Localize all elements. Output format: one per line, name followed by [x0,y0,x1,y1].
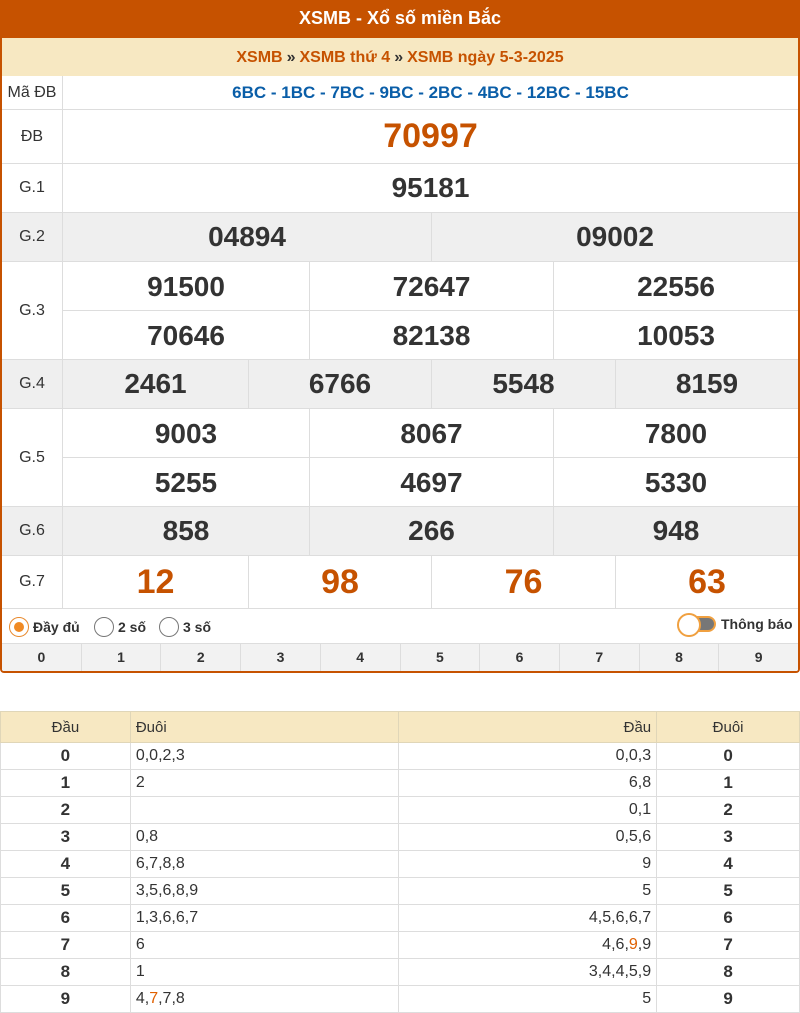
dau-cell: 7 [1,932,131,959]
row-g1 [2,164,798,213]
row-g6 [2,507,798,556]
table-row [1,851,800,878]
duoi-cell: 0,0,2,3 [130,743,399,770]
dau-cell: 9 [1,986,131,1013]
page-title: XSMB - Xổ số miền Bắc [0,0,800,38]
label-db: ĐB [2,110,63,163]
duoi-cell: 4 [657,851,800,878]
table-row [1,959,800,986]
ma-db-value: 6BC - 1BC - 7BC - 9BC - 2BC - 4BC - 12BC - 15BC [232,82,629,102]
row-g2 [2,213,798,262]
dau-cell: 6,8 [399,770,657,797]
prize-g4: 2461 [124,368,187,399]
prize-g3: 91500 [147,270,225,302]
prize-g3: 10053 [553,310,798,360]
prize-g5: 8067 [309,409,553,458]
duoi-cell: 6,7,8,8 [130,851,399,878]
duoi-cell: 1 [657,770,800,797]
radio-full[interactable] [9,617,80,637]
radio-three-digits-label: 3 số [183,619,212,635]
dau-cell: 5 [399,878,657,905]
duoi-cell: 4,7,7,8 [130,986,399,1013]
digit-filter-3[interactable]: 3 [240,644,320,671]
row-ma-db [2,76,798,110]
digit-filter-bar [2,644,798,671]
table-row [1,986,800,1013]
duoi-cell: 8 [657,959,800,986]
dau-cell: 2 [1,797,131,824]
prize-g7: 76 [431,556,615,608]
dau-cell: 0,0,3 [399,743,657,770]
prize-g4: 5548 [431,360,615,408]
table-row [1,743,800,770]
breadcrumb [2,38,798,76]
table-row [1,905,800,932]
duoi-cell: 0 [657,743,800,770]
label-g6: G.6 [2,507,63,555]
label-g7: G.7 [2,556,63,608]
radio-three-digits-circle[interactable] [159,617,179,637]
radio-two-digits-label: 2 số [118,619,147,635]
digit-filter-8[interactable]: 8 [639,644,719,671]
prize-g5: 7800 [553,409,798,458]
table-row [1,932,800,959]
duoi-cell: 9 [657,986,800,1013]
dau-cell: 0 [1,743,131,770]
loto-head-tail-table [0,711,800,1013]
label-g2: G.2 [2,213,63,261]
radio-two-digits[interactable] [94,617,146,637]
duoi-cell: 6 [130,932,399,959]
notify-toggle[interactable] [678,616,793,632]
digit-filter-1[interactable]: 1 [81,644,161,671]
duoi-cell: 1,3,6,6,7 [130,905,399,932]
header-duoi: Đuôi [657,712,800,743]
dau-cell: 5 [1,878,131,905]
dau-cell: 3 [1,824,131,851]
breadcrumb-xsmb-date[interactable]: XSMB ngày 5-3-2025 [407,49,564,66]
prize-g3: 70646 [63,310,309,360]
duoi-cell: 2 [657,797,800,824]
duoi-cell: 2 [130,770,399,797]
row-g5 [2,409,798,507]
prize-g5: 5255 [63,457,309,507]
breadcrumb-separator: » [394,49,404,66]
prize-g6: 948 [553,507,798,555]
radio-full-circle[interactable] [9,617,29,637]
breadcrumb-separator: » [286,49,296,66]
digit-filter-5[interactable]: 5 [400,644,480,671]
prize-g3: 22556 [553,262,798,311]
dau-cell: 4,6,9,9 [399,932,657,959]
display-options [2,609,798,644]
radio-three-digits[interactable] [159,617,211,637]
duoi-cell: 0,8 [130,824,399,851]
row-g7 [2,556,798,609]
prize-g3: 82138 [309,310,553,360]
digit-filter-4[interactable]: 4 [320,644,400,671]
dau-cell: 1 [1,770,131,797]
label-ma-db: Mã ĐB [2,76,63,109]
table-row [1,770,800,797]
prize-db: 70997 [383,117,478,155]
label-g3: G.3 [2,262,63,359]
breadcrumb-xsmb[interactable]: XSMB [236,49,283,66]
duoi-cell: 1 [130,959,399,986]
prize-g5: 4697 [309,457,553,507]
header-dau: Đầu [399,712,657,743]
prize-g2: 09002 [431,213,798,261]
table-row [1,878,800,905]
row-g3 [2,262,798,360]
dau-cell: 8 [1,959,131,986]
prize-g7: 63 [615,556,798,608]
duoi-cell: 7 [657,932,800,959]
duoi-cell [130,797,399,824]
digit-filter-0[interactable]: 0 [37,649,46,665]
digit-filter-7[interactable]: 7 [559,644,639,671]
prize-g4: 6766 [248,360,431,408]
dau-cell: 0,1 [399,797,657,824]
row-db [2,110,798,164]
prize-g6: 266 [309,507,553,555]
prize-g3: 72647 [309,262,553,311]
table-header-row [1,712,800,743]
prize-g2: 04894 [208,221,286,252]
duoi-cell: 3 [657,824,800,851]
duoi-cell: 5 [657,878,800,905]
prize-g4: 8159 [615,360,798,408]
dau-cell: 3,4,4,5,9 [399,959,657,986]
prize-g6: 858 [162,515,210,546]
digit-filter-2[interactable]: 2 [160,644,240,671]
notify-label: Thông báo [721,616,793,632]
toggle-switch[interactable] [678,616,716,632]
dau-cell: 4,5,6,6,7 [399,905,657,932]
dau-cell: 4 [1,851,131,878]
header-duoi: Đuôi [130,712,399,743]
dau-cell: 0,5,6 [399,824,657,851]
duoi-cell: 6 [657,905,800,932]
header-dau: Đầu [1,712,131,743]
label-g1: G.1 [2,164,63,212]
dau-cell: 5 [399,986,657,1013]
digit-filter-6[interactable]: 6 [479,644,559,671]
prize-g7: 98 [248,556,431,608]
radio-two-digits-circle[interactable] [94,617,114,637]
label-g5: G.5 [2,409,63,506]
row-g4 [2,360,798,409]
dau-cell: 9 [399,851,657,878]
prize-g5: 5330 [553,457,798,507]
dau-cell: 6 [1,905,131,932]
label-g4: G.4 [2,360,63,408]
digit-filter-9[interactable]: 9 [718,644,798,671]
breadcrumb-xsmb-weekday[interactable]: XSMB thứ 4 [299,49,391,66]
duoi-cell: 3,5,6,8,9 [130,878,399,905]
prize-g1: 95181 [391,172,470,203]
prize-g5: 9003 [154,417,218,449]
radio-full-label: Đầy đủ [33,619,80,635]
table-row [1,797,800,824]
table-row [1,824,800,851]
prize-g7: 12 [136,562,175,601]
